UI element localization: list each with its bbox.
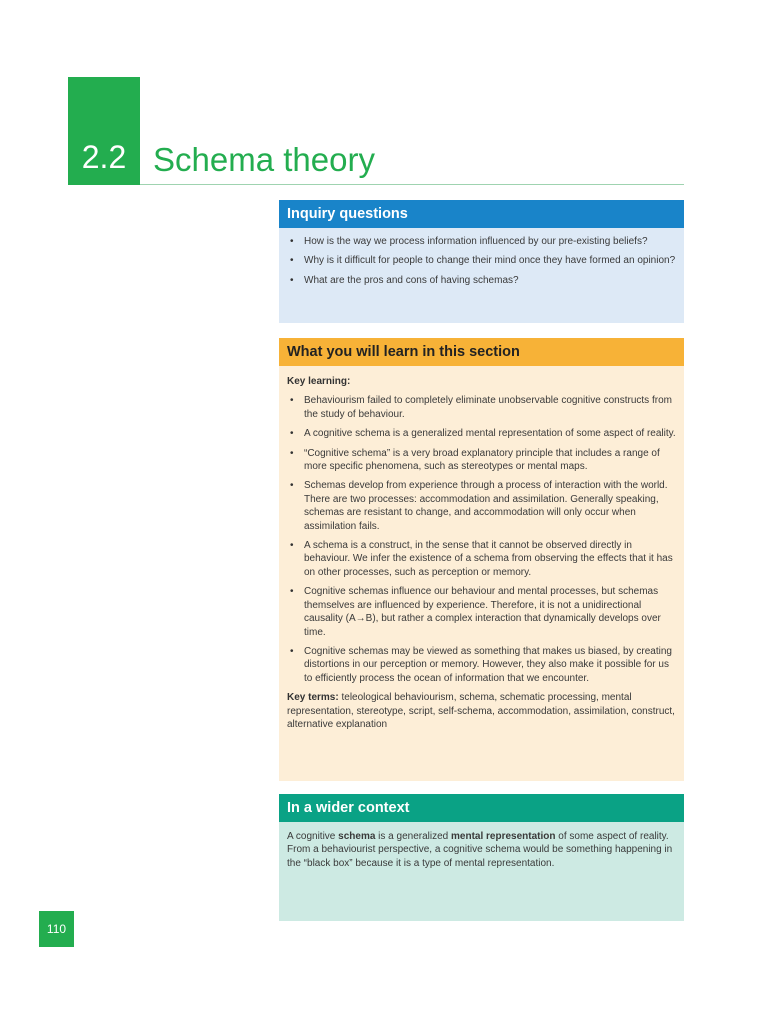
key-terms-text: teleological behaviourism, schema, schematic processing, mental representation, stereotype, script, self-schema, accommodation, assimilation, construct, alternative explanation xyxy=(287,692,675,730)
title-divider xyxy=(140,184,684,185)
wider-context-text: is a generalized xyxy=(375,831,452,842)
list-item: • What are the pros and cons of having schemas? xyxy=(287,274,676,287)
learning-objectives-body xyxy=(279,366,684,781)
wider-context-heading: In a wider context xyxy=(279,794,684,822)
inquiry-questions-box xyxy=(279,200,684,323)
page-title: Schema theory xyxy=(153,141,375,178)
schema-term: schema xyxy=(338,831,376,842)
list-item: • How is the way we process information influenced by our pre-existing beliefs? xyxy=(287,235,676,248)
list-item: • Schemas develop from experience through a process of interaction with the world. There are two processes: accommodation and assimilation. Generally speaking, schemas are resistant to change, and accommodation will only occur when assimilation fails. xyxy=(287,479,676,533)
list-item: • Cognitive schemas influence our behaviour and mental processes, but schemas themselves are influenced by experience. Therefore, it is not a unidirectional causality (A→B), but rather a complex interaction that dynamically develops over time. xyxy=(287,585,676,639)
key-learning-label: Key learning: xyxy=(287,376,351,387)
list-item: • A schema is a construct, in the sense that it cannot be observed directly in behaviour. We infer the existence of a schema from observing the effects that it has on other processes, such as perception or memory. xyxy=(287,539,676,579)
page-number: 110 xyxy=(46,922,67,936)
page-number-badge xyxy=(39,911,74,947)
wider-context-body xyxy=(279,822,684,921)
wider-context-text: A cognitive xyxy=(287,831,339,842)
inquiry-questions-list xyxy=(287,235,676,287)
key-terms-label: Key terms: xyxy=(287,692,339,704)
learning-objectives-heading: What you will learn in this section xyxy=(279,338,684,366)
inquiry-questions-body xyxy=(279,228,684,323)
list-item: • Cognitive schemas may be viewed as something that makes us biased, by creating distortions in our perception or memory. However, they also make it possible for us to efficiently process the ocean of information that we encounter. xyxy=(287,645,676,685)
wider-context-text: of some aspect of reality. From a behaviourist perspective, a cognitive schema would be something happening in the “black box” because it is a type of mental representation. xyxy=(287,831,673,869)
list-item: • “Cognitive schema” is a very broad explanatory principle that includes a range of more specific phenomena, such as stereotypes or mental maps. xyxy=(287,447,676,474)
wider-context-box xyxy=(279,794,684,921)
inquiry-questions-heading: Inquiry questions xyxy=(279,200,684,228)
key-learning-list xyxy=(287,394,676,685)
learning-objectives-box xyxy=(279,338,684,781)
list-item: • Behaviourism failed to completely eliminate unobservable cognitive constructs from the study of behaviour. xyxy=(287,394,676,421)
section-number-badge xyxy=(68,77,140,185)
list-item: • Why is it difficult for people to change their mind once they have formed an opinion? xyxy=(287,254,676,267)
list-item: • A cognitive schema is a generalized mental representation of some aspect of reality. xyxy=(287,427,676,440)
mental-representation-term: mental representation xyxy=(451,831,556,842)
key-terms xyxy=(287,691,676,731)
section-number: 2.2 xyxy=(81,139,127,175)
